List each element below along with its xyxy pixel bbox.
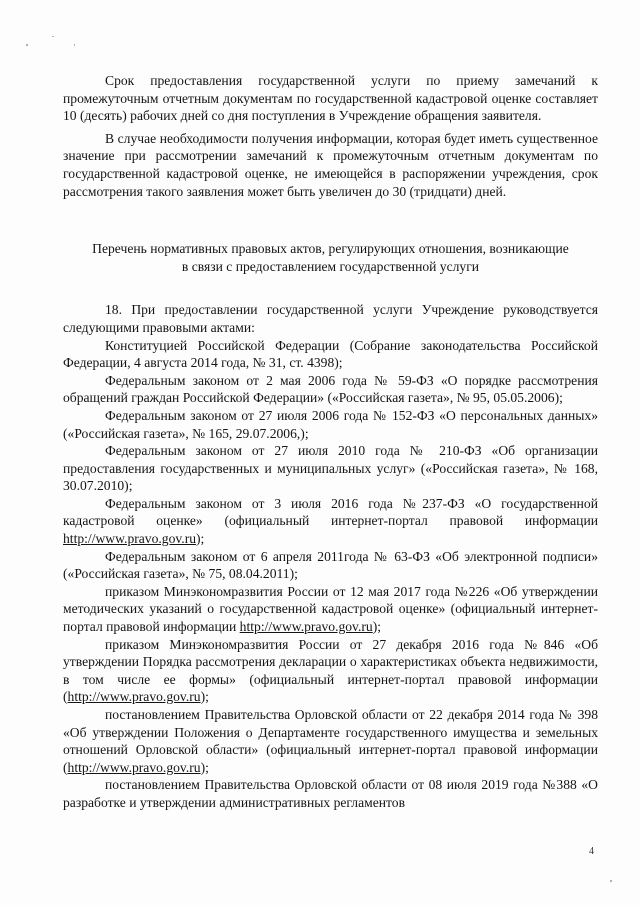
act-text: Конституцией Российской Федерации (Собрание законодательства Российской Федерации, 4 августа 2014 года, № 31, ст. 4398);	[63, 337, 598, 371]
document-body	[63, 72, 598, 812]
act-text: приказом Минэкономразвития России от 12 мая 2017 года №226 «Об утверждении методических указаний о государственной кадастровой оценке» (официальный интернет-портал правовой информации	[63, 583, 598, 635]
act-text: постановлением Правительства Орловской области от 22 декабря 2014 года № 398 «Об утверждении Положения о Департаменте государственного имущества и земельных отношений Орловской области» (официальный интернет-портал правовой информации (	[63, 707, 598, 775]
act-tail: );	[200, 689, 209, 705]
paragraph-term-extension: В случае необходимости получения информации, которая будет иметь существенное значение при рассмотрении замечаний к промежуточным отчетным документам по государственной кадастровой оценке, не имеющейся в распоряжении учреждения, срок рассмотрения такого заявления может быть увеличен до 30 (тридцати) дней.	[63, 130, 598, 199]
pravo-gov-link[interactable]: http://www.pravo.gov.ru	[63, 531, 197, 547]
act-item	[63, 636, 598, 706]
section-heading-line-1: Перечень нормативных правовых актов, регулирующих отношения, возникающие	[92, 241, 569, 257]
act-tail: );	[196, 531, 205, 547]
act-text: Федеральным законом от 27 июля 2010 года № 210-ФЗ «Об организации предоставления государственных и муниципальных услуг» («Российская газета», № 168, 30.07.2010);	[63, 443, 598, 494]
section-heading	[63, 240, 598, 275]
act-item	[63, 583, 598, 636]
act-item	[63, 407, 598, 442]
act-item	[63, 495, 598, 548]
act-tail: );	[372, 619, 382, 635]
scan-speck	[26, 44, 28, 46]
paragraph-service-term: Срок предоставления государственной услуги по приему замечаний к промежуточным отчетным документам по государственной кадастровой оценке составляет 10 (десять) рабочих дней со дня поступления в Учреждение обращения заявителя.	[63, 73, 598, 124]
act-tail: );	[200, 759, 209, 775]
act-text: постановлением Правительства Орловской области от 08 июля 2019 года №388 «О разработке и утверждении административных регламентов	[63, 777, 598, 810]
act-text: Федеральным законом от 6 апреля 2011года № 63-ФЗ «Об электронной подписи» («Российская газета», № 75, 08.04.2011);	[63, 548, 598, 582]
paragraph-item-18: 18. При предоставлении государственной услуги Учреждение руководствуется следующими правовыми актами:	[63, 302, 598, 335]
scan-speck	[52, 36, 54, 37]
act-text: приказом Минэкономразвития России от 27 декабря 2016 года №846 «Об утверждении Порядка рассмотрения декларации о характеристиках объекта недвижимости, в том числе ее формы» (официальный интернет-портал правовой информации (	[63, 636, 598, 705]
section-heading-line-2: в связи с предоставлением государственной услуги	[181, 258, 480, 274]
page-number: 4	[589, 846, 594, 857]
act-item	[63, 706, 598, 776]
scan-speck	[74, 44, 75, 46]
scan-speck	[610, 880, 612, 882]
act-text: Федеральным законом от 3 июля 2016 года №237-ФЗ «О государственной кадастровой оценке» (официальный интернет-портал правовой информации	[63, 495, 598, 529]
act-item	[63, 372, 598, 407]
pravo-gov-link[interactable]: http://www.pravo.gov.ru	[239, 619, 373, 635]
act-item	[63, 548, 598, 583]
pravo-gov-link[interactable]: http://www.pravo.gov.ru	[67, 759, 201, 775]
act-item	[63, 776, 598, 811]
act-text: Федеральным законом от 27 июля 2006 года № 152-ФЗ «О персональных данных» («Российская газета», № 165, 29.07.2006,);	[63, 407, 598, 441]
act-item	[63, 442, 598, 495]
pravo-gov-link[interactable]: http://www.pravo.gov.ru	[67, 689, 201, 705]
act-text: Федеральным законом от 2 мая 2006 года № 59-ФЗ «О порядке рассмотрения обращений граждан Российской Федерации» («Российская газета», № 95, 05.05.2006);	[63, 372, 598, 406]
act-item	[63, 337, 598, 372]
